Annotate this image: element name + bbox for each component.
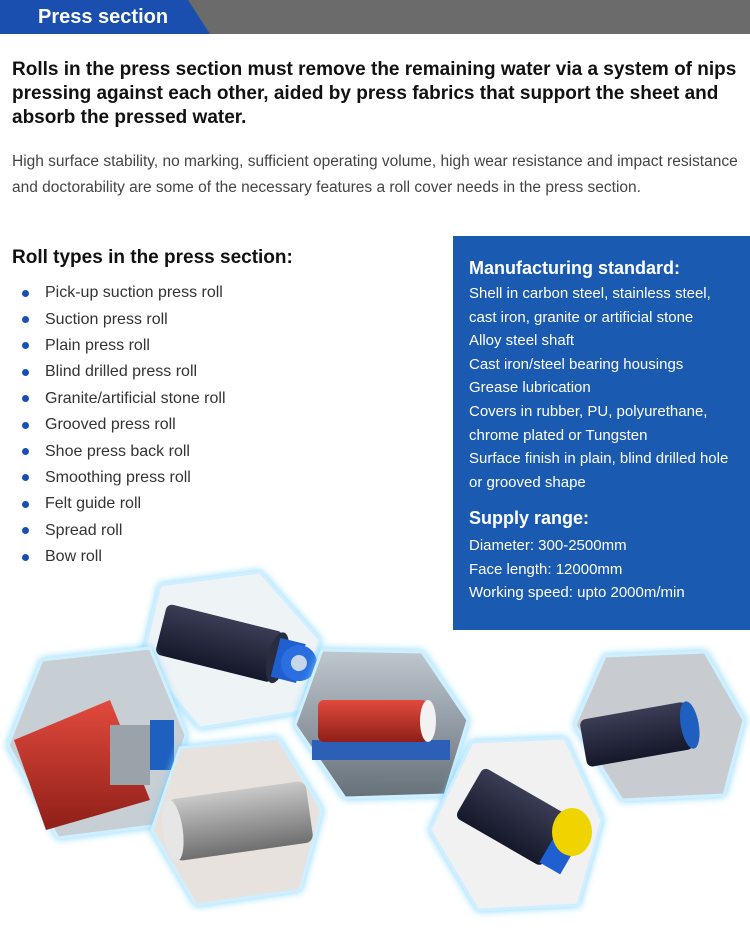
spec-line: Covers in rubber, PU, polyurethane, bbox=[469, 403, 708, 420]
hex-photo-gray-roll bbox=[152, 738, 322, 905]
hex-photo-red-roll-workshop bbox=[295, 650, 468, 798]
hex-photo-dark-roll-right bbox=[575, 652, 744, 800]
list-item: Granite/artificial stone roll bbox=[22, 386, 226, 412]
lead-text: Rolls in the press section must remove the remaining water via a system of nips pressing against each other, aided by press fabrics that support the sheet and absorb the pressed water. bbox=[12, 59, 737, 128]
list-item: Grooved press roll bbox=[22, 412, 226, 438]
bullet-icon bbox=[22, 369, 29, 376]
list-item: Spread roll bbox=[22, 518, 226, 544]
list-item: Shoe press back roll bbox=[22, 438, 226, 464]
description-paragraph: High surface stability, no marking, sufficient operating volume, high wear resistance and impact resistance and doctorability are some of the necessary features a roll cover needs in the press section. bbox=[12, 153, 738, 196]
list-item: Smoothing press roll bbox=[22, 465, 226, 491]
spec-line: cast iron, granite or artificial stone bbox=[469, 308, 694, 326]
roll-photos-gallery bbox=[0, 560, 750, 930]
bullet-icon bbox=[22, 290, 29, 297]
spec-line: Face length: 12000mm bbox=[469, 560, 623, 578]
list-item: Plain press roll bbox=[22, 333, 226, 359]
bullet-icon bbox=[22, 316, 29, 323]
list-item: Pick-up suction press roll bbox=[22, 280, 226, 306]
list-item: Suction press roll bbox=[22, 306, 226, 332]
bullet-icon bbox=[22, 422, 29, 429]
spec-line: Surface finish in plain, blind drilled hole bbox=[469, 450, 729, 468]
spec-line: chrome plated or Tungsten bbox=[469, 426, 648, 444]
spec-line: or grooved shape bbox=[469, 473, 586, 491]
list-item: Blind drilled press roll bbox=[22, 359, 226, 385]
list-item: Bow roll bbox=[22, 544, 226, 570]
section-title: Press section bbox=[38, 6, 169, 28]
spec-line: Diameter: 300-2500mm bbox=[469, 537, 627, 554]
bullet-icon bbox=[22, 448, 29, 455]
spec-line: Shell in carbon steel, stainless steel, bbox=[469, 285, 711, 302]
spec-line: Grease lubrication bbox=[469, 379, 591, 397]
manufacturing-standard-title: Manufacturing standard: bbox=[469, 258, 681, 278]
bullet-icon bbox=[22, 395, 29, 402]
spec-line: Working speed: upto 2000m/min bbox=[469, 584, 685, 602]
roll-types-title: Roll types in the press section: bbox=[12, 247, 293, 268]
bullet-icon bbox=[22, 527, 29, 534]
spec-line: Cast iron/steel bearing housings bbox=[469, 355, 684, 373]
spec-line: Alloy steel shaft bbox=[469, 332, 575, 350]
list-item: Felt guide roll bbox=[22, 491, 226, 517]
supply-range-title: Supply range: bbox=[469, 508, 590, 528]
bullet-icon bbox=[22, 342, 29, 349]
roll-types-list bbox=[22, 280, 226, 570]
bullet-icon bbox=[22, 474, 29, 481]
bullet-icon bbox=[22, 501, 29, 508]
